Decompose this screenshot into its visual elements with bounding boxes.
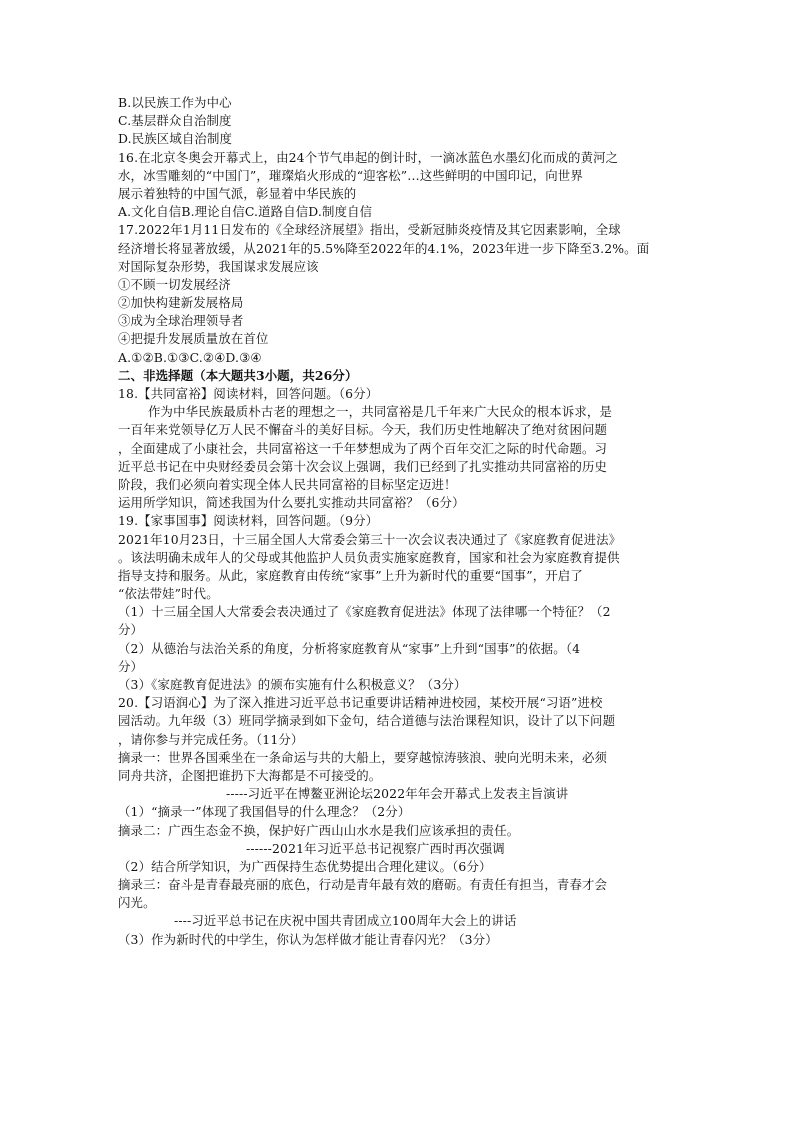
question-18-prompt: 运用所学知识，简述我国为什么要扎实推动共同富裕？（6分） bbox=[118, 495, 465, 511]
question-18-material-line-4: 近平总书记在中央财经委员会第十次会议上强调，我们已经到了扎实推动共同富裕的历史 bbox=[118, 458, 608, 474]
option-b: B.以民族工作为中心 bbox=[118, 95, 232, 110]
question-18-material-line-3: ，全面建成了小康社会，共同富裕这一千年梦想成为了两个百年交汇之际的时代命题。习 bbox=[118, 440, 608, 456]
question-19-part-3: （3）《家庭教育促进法》的颁布实施有什么积极意义？（3分） bbox=[118, 677, 467, 692]
excerpt-1-source: -----习近平在博鳌亚洲论坛2022年年会开幕式上发表主旨演讲 bbox=[226, 786, 569, 802]
question-19-material-line-3: 指导支持和服务。从此，家庭教育由传统“家事”上升为新时代的重要“国事”，开启了 bbox=[118, 567, 583, 583]
document-page bbox=[118, 94, 678, 949]
question-18-material-line-1: 作为中华民族最质朴古老的理想之一，共同富裕是几千年来广大民众的根本诉求，是 bbox=[148, 404, 613, 420]
excerpt-3-line-2: 闪光。 bbox=[118, 895, 156, 911]
option-c: C.基层群众自治制度 bbox=[118, 113, 232, 129]
question-17-line-2: 经济增长将显著放缓，从2021年的5.5%降至2022年的4.1%，2023年进一步下降至3.2%。面 bbox=[118, 240, 650, 256]
question-18-material-line-2: 一百年来党领导亿万人民不懈奋斗的美好目标。今天，我们历史性地解决了绝对贫困问题 bbox=[118, 422, 608, 438]
question-17-options: A.①②B.①③C.②④D.③④ bbox=[118, 349, 262, 365]
excerpt-3-source: ----习近平总书记在庆祝中国共青团成立100周年大会上的讲话 bbox=[174, 913, 517, 929]
excerpt-2-source: ------2021年习近平总书记视察广西时再次强调 bbox=[246, 840, 505, 856]
question-17-item-1: ①不顾一切发展经济 bbox=[118, 276, 231, 292]
question-20-part-1: （1）“摘录一”体现了我国倡导的什么理念？（2分） bbox=[118, 804, 411, 820]
section-heading: 二、非选择题（本大题共3小题，共26分） bbox=[118, 367, 358, 383]
question-20-intro-line-3: ，请你参与并完成任务。（11分） bbox=[118, 731, 304, 747]
question-18-material-line-5: 阶段，我们必须向着实现全体人民共同富裕的目标坚定迈进！ bbox=[118, 476, 457, 492]
question-16-options: A.文化自信B.理论自信C.道路自信D.制度自信 bbox=[118, 204, 373, 220]
excerpt-1-line-2: 同舟共济，企图把谁扔下大海都是不可接受的。 bbox=[118, 767, 382, 783]
question-17-item-2: ②加快构建新发展格局 bbox=[118, 295, 244, 311]
question-19-material-line-1: 2021年10月23日，十三届全国人大常委会第三十一次会议表决通过了《家庭教育促进法》 bbox=[118, 531, 622, 547]
question-19-material-line-2: 。该法明确未成年人的父母或其他监护人员负责实施家庭教育，国家和社会为家庭教育提供 bbox=[118, 549, 620, 565]
question-16-line-1: 16.在北京冬奥会开幕式上，由24个节气串起的倒计时，一滴冰蓝色水墨幻化而成的黄河之 bbox=[118, 149, 619, 165]
question-17-line-3: 对国际复杂形势，我国谋求发展应该 bbox=[118, 258, 319, 274]
question-18-title: 18.【共同富裕】阅读材料，回答问题。（6分） bbox=[118, 386, 379, 401]
question-19-part-1-cont: 分） bbox=[118, 622, 144, 638]
question-20-title: 20.【习语润心】为了深入推进习近平总书记重要讲话精神进校园，某校开展“习语”进校 bbox=[118, 695, 603, 711]
question-20-part-3: （3）作为新时代的中学生，你认为怎样做才能让青春闪光？（3分） bbox=[118, 931, 498, 947]
question-19-material-line-4: “依法带娃”时代。 bbox=[118, 586, 219, 602]
excerpt-1-line-1: 摘录一：世界各国乘坐在一条命运与共的大船上，要穿越惊涛骇浪、驶向光明未来，必须 bbox=[118, 749, 608, 765]
question-17-item-4: ④把提升发展质量放在首位 bbox=[118, 331, 269, 347]
question-16-line-2: 水，冰雪雕刻的“中国门”，璀璨焰火形成的“迎客松”…这些鲜明的中国印记，向世界 bbox=[118, 167, 583, 183]
question-20-part-2: （2）结合所学知识，为广西保持生态优势提出合理化建议。（6分） bbox=[118, 858, 492, 874]
excerpt-3-line-1: 摘录三：奋斗是青春最亮丽的底色，行动是青年最有效的磨砺。有责任有担当，青春才会 bbox=[118, 877, 608, 893]
question-17-item-3: ③成为全球治理领导者 bbox=[118, 313, 244, 329]
question-17-line-1: 17.2022年1月11日发布的《全球经济展望》指出，受新冠肺炎疫情及其它因素影响，全球 bbox=[118, 222, 621, 238]
question-19-part-1: （1）十三届全国人大常委会表决通过了《家庭教育促进法》体现了法律哪一个特征？（2 bbox=[118, 604, 611, 620]
question-19-part-2: （2）从德治与法治关系的角度，分析将家庭教育从“家事”上升到“国事”的依据。（4 bbox=[118, 640, 581, 656]
question-16-line-3: 展示着独特的中国气派，彰显着中华民族的 bbox=[118, 185, 357, 201]
question-19-part-2-cont: 分） bbox=[118, 658, 144, 674]
question-19-title: 19.【家事国事】阅读材料，回答问题。（9分） bbox=[118, 513, 379, 529]
question-20-intro-line-2: 园活动。九年级（3）班同学摘录到如下金句，结合道德与法治课程知识，设计了以下问题 bbox=[118, 713, 616, 729]
option-d: D.民族区域自治制度 bbox=[118, 131, 233, 147]
excerpt-2: 摘录二：广西生态金不换，保护好广西山山水水是我们应该承担的责任。 bbox=[118, 822, 520, 838]
